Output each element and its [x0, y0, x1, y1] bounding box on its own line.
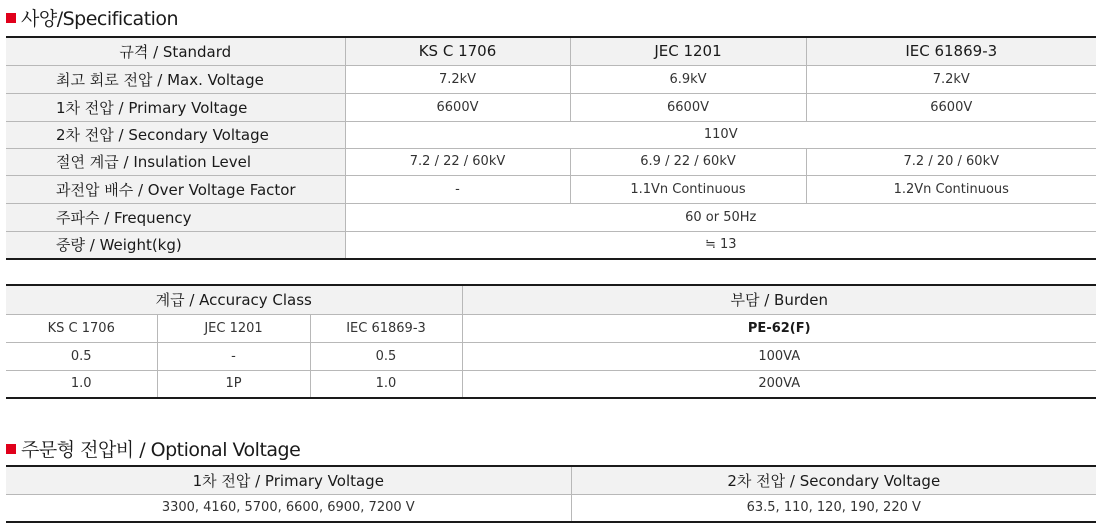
table-row [6, 203, 1096, 231]
table-cell: 0.5 [6, 342, 157, 370]
table-cell: 1.2Vn Continuous [806, 175, 1096, 203]
burden-model: PE-62(F) [462, 314, 1096, 342]
insulation-level-label: 절연 계급 / Insulation Level [6, 148, 345, 175]
accuracy-subheader-row [6, 314, 1096, 342]
iec-subheader: IEC 61869-3 [310, 314, 462, 342]
standard-header: 규격 / Standard [6, 37, 345, 65]
table-row [6, 370, 1096, 398]
table-row [6, 93, 1096, 121]
table-cell: 7.2kV [345, 65, 570, 93]
table-cell: 200VA [462, 370, 1096, 398]
table-cell: - [157, 342, 310, 370]
red-square-icon [6, 444, 16, 454]
secondary-voltage-values: 63.5, 110, 120, 190, 220 V [571, 494, 1096, 522]
frequency-label: 주파수 / Frequency [6, 203, 345, 231]
specification-heading [6, 4, 178, 31]
table-cell: 6600V [570, 93, 806, 121]
accuracy-class-header: 계급 / Accuracy Class [6, 285, 462, 314]
jec-header: JEC 1201 [570, 37, 806, 65]
table-row [6, 342, 1096, 370]
table-row [6, 494, 1096, 522]
table-cell: 7.2kV [806, 65, 1096, 93]
table-cell: 100VA [462, 342, 1096, 370]
table-cell: 7.2 / 22 / 60kV [345, 148, 570, 175]
optional-voltage-heading [6, 435, 300, 462]
optional-voltage-table [6, 465, 1096, 523]
accuracy-header-row [6, 285, 1096, 314]
primary-voltage-header: 1차 전압 / Primary Voltage [6, 466, 571, 494]
table-cell: 110V [345, 121, 1096, 148]
optional-header-row [6, 466, 1096, 494]
primary-voltage-label: 1차 전압 / Primary Voltage [6, 93, 345, 121]
burden-header: 부담 / Burden [462, 285, 1096, 314]
table-cell: 6600V [806, 93, 1096, 121]
over-voltage-factor-label: 과전압 배수 / Over Voltage Factor [6, 175, 345, 203]
table-cell: 1.0 [6, 370, 157, 398]
table-row [6, 175, 1096, 203]
max-voltage-label: 최고 회로 전압 / Max. Voltage [6, 65, 345, 93]
table-cell: 1.0 [310, 370, 462, 398]
table-row [6, 65, 1096, 93]
secondary-voltage-label: 2차 전압 / Secondary Voltage [6, 121, 345, 148]
accuracy-table [6, 284, 1096, 399]
table-row [6, 148, 1096, 175]
jec-subheader: JEC 1201 [157, 314, 310, 342]
iec-header: IEC 61869-3 [806, 37, 1096, 65]
table-cell: 6.9 / 22 / 60kV [570, 148, 806, 175]
secondary-voltage-header: 2차 전압 / Secondary Voltage [571, 466, 1096, 494]
table-cell: 7.2 / 20 / 60kV [806, 148, 1096, 175]
specification-title: 사양/Specification [21, 8, 179, 30]
red-square-icon [6, 13, 16, 23]
spec-header-row [6, 37, 1096, 65]
optional-voltage-title: 주문형 전압비 / Optional Voltage [21, 439, 301, 461]
specification-table [6, 36, 1096, 260]
table-cell: 60 or 50Hz [345, 203, 1096, 231]
ks-header: KS C 1706 [345, 37, 570, 65]
table-row [6, 231, 1096, 259]
table-cell: ≒ 13 [345, 231, 1096, 259]
table-cell: - [345, 175, 570, 203]
table-cell: 1.1Vn Continuous [570, 175, 806, 203]
table-row [6, 121, 1096, 148]
table-cell: 1P [157, 370, 310, 398]
primary-voltage-values: 3300, 4160, 5700, 6600, 6900, 7200 V [6, 494, 571, 522]
table-cell: 6600V [345, 93, 570, 121]
weight-label: 중량 / Weight(kg) [6, 231, 345, 259]
table-cell: 0.5 [310, 342, 462, 370]
ks-subheader: KS C 1706 [6, 314, 157, 342]
table-cell: 6.9kV [570, 65, 806, 93]
